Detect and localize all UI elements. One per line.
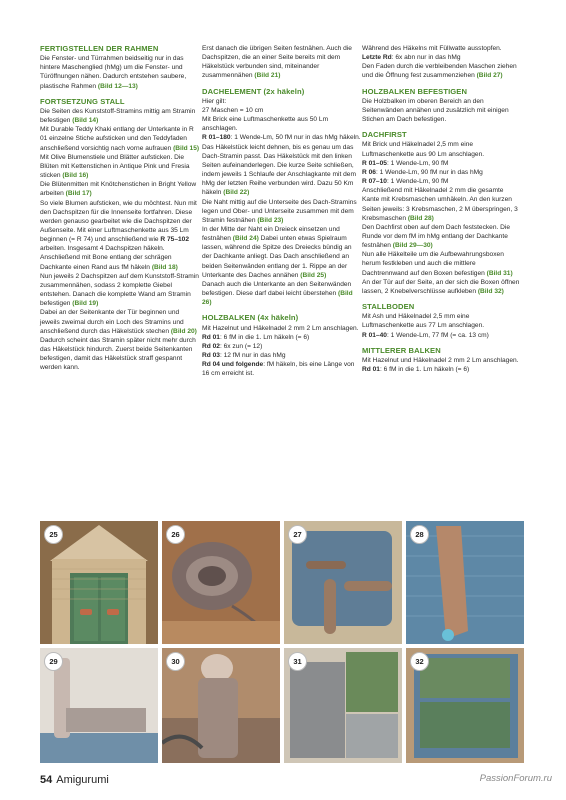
page-footer xyxy=(40,774,109,786)
paragraph: Die Holzbalken im oberen Bereich an den Seitenwänden annähen und zusätzlich mit einigen Stichen am Dach befestigen. xyxy=(362,97,509,124)
paragraph: Dadurch scheint das Stramin später nicht mehr durch das Häkelstück hindurch. Zuerst beide Seitenkanten befestigen, damit das Häkelstück straff gespannt werden kann. xyxy=(40,336,196,372)
photo-number: 31 xyxy=(288,652,307,671)
row-instruction: R 01–05: 1 Wende-Lm, 90 fM xyxy=(362,159,449,167)
paragraph: Mit Hazelnut und Häkelnadel 2 mm 2 Lm anschlagen. xyxy=(362,356,519,364)
photo-number: 28 xyxy=(410,525,429,544)
paragraph: Mit Hazelnut und Häkelnadel 2 mm 2 Lm anschlagen. xyxy=(202,324,359,332)
column-3 xyxy=(362,44,522,374)
paragraph: In der Mitte der Naht ein Dreieck einsetzen und festnähen (Bild 24) Dabei unten etwas Spielraum lassen, während die Spitze des Dreiecks bündig an der Dachkante anliegt. Das Dach anschließend an beiden Seitenwänden entlang der 1. Rippe an der Unterkante des Daches annähen (Bild 25) xyxy=(202,225,352,279)
paragraph: Den Dachfirst oben auf dem Dach feststecken. Die Runde vor dem fM im hMg entlang der Dachkante festnähen (Bild 29—30) xyxy=(362,223,511,250)
paragraph: Während des Häkelns mit Füllwatte ausstopfen. xyxy=(362,45,502,52)
paragraph: 27 Maschen = 10 cm xyxy=(202,106,264,114)
paragraph: Dabei an der Seitenkante der Tür beginnen und jeweils zweimal durch ein Loch des Stramins und anschließend durch das Häkelstück stechen (Bild 20) xyxy=(40,309,197,335)
watermark: PassionForum.ru xyxy=(479,773,552,784)
paragraph: Hier gilt: xyxy=(202,97,227,105)
column-2 xyxy=(202,44,362,378)
paragraph: Mit Brick und Häkelnadel 2,5 mm eine Luftmaschenkette aus 90 Lm anschlagen. xyxy=(362,141,485,158)
heading-dachfirst: DACHFIRST xyxy=(362,130,407,140)
heading-fortsetzung-stall: FORTSETZUNG STALL xyxy=(40,96,125,106)
paragraph: Die Seiten des Kunststoff-Stramins mittig am Stramin befestigen (Bild 14) xyxy=(40,107,196,125)
photo-number: 32 xyxy=(410,652,429,671)
row-instruction: R 01–180: 1 Wende-Lm, 50 fM nur in das hMg häkeln. xyxy=(202,134,361,142)
paragraph: Den Faden durch die verbleibenden Maschen ziehen und die Öffnung fest zusammenziehen (Bild 27) xyxy=(362,63,517,80)
row-instruction: R 06: 1 Wende-Lm, 90 fM nur in das hMg xyxy=(362,168,483,176)
heading-mittlerer-balken: MITTLERER BALKEN xyxy=(362,345,441,355)
row-instruction: Rd 03: 12 fM nur in das hMg xyxy=(202,352,286,359)
paragraph: So viele Blumen aufsticken, wie du möchtest. Nun mit den Dachspitzen für die Innenseite fortfahren. Diese werden genauso gearbeitet wie die Dachspitzen der Außenseite. Mit einer Luftmaschenkette aus 35 Lm beginnen (= R 74) und anschließend wie R 75–102 arbeiten. Insgesamt 4 Dachspitzen häkeln. Anschließend mit Bone entlang der schrägen Dachkante einen Rand aus fM häkeln (Bild 18) xyxy=(40,199,197,271)
photo-number: 30 xyxy=(166,652,185,671)
photo-number: 25 xyxy=(44,525,63,544)
paragraph: Die Blütenmitten mit Knötchenstichen in Bright Yellow arbeiten (Bild 17) xyxy=(40,181,197,198)
row-instruction: R 01–40: 1 Wende-Lm, 77 fM (= ca. 13 cm) xyxy=(362,331,489,339)
paragraph: An der Tür auf der Seite, an der sich die Boxen öffnen lassen, 2 Knebelverschlüsse aufkleben (Bild 32) xyxy=(362,278,520,295)
paragraph: Nun alle Häkelteile um die Aufbewahrungsboxen herum festkleben und auch die mittlere Dachtrennwand auf den Boxen befestigen (Bild 31) xyxy=(362,251,513,277)
paragraph: Mit Durable Teddy Khaki entlang der Unterkante in R 01 einzelne Stiche aufsticken und den Teddyfaden anschließend vorsichtig nach vorne aufrauen (Bild 15) xyxy=(40,126,200,152)
heading-fertigstellen: FERTIGSTELLEN DER RAHMEN xyxy=(40,44,159,53)
row-instruction: Rd 02: 6x zun (= 12) xyxy=(202,342,263,350)
heading-holzbalken-befestigen: HOLZBALKEN BEFESTIGEN xyxy=(362,86,468,96)
paragraph: Mit Ash und Häkelnadel 2,5 mm eine Luftmaschenkette aus 77 Lm anschlagen. xyxy=(362,313,485,330)
row-instruction: R 07–10: 1 Wende-Lm, 90 fM xyxy=(362,178,449,186)
page-number: 54 xyxy=(40,774,53,786)
photo-number: 29 xyxy=(44,652,63,671)
photo-29 xyxy=(40,648,158,763)
paragraph: Erst danach die übrigen Seiten festnähen. Auch die Dachspitzen, die an einer Seite bereits mit dem Häkelstück verbunden sind, miteinander zusammennähen (Bild 21) xyxy=(202,45,352,80)
heading-holzbalken: HOLZBALKEN (4x häkeln) xyxy=(202,313,299,323)
paragraph: Das Häkelstück leicht dehnen, bis es genau um das Dach-Stramin passt. Das Häkelstück mit den linken Seiten aufeinanderlegen. Die kurze Seite schließen, indem jeweils 1 Schlaufe der Anschlagkante mit dem hMg der letzten Reihe verbunden wird. Dazu 50 Km häkeln (Bild 22) xyxy=(202,143,356,197)
heading-stallboden: STALLBODEN xyxy=(362,302,415,312)
row-instruction: Rd 04 und folgende: fM häkeln, bis eine Länge von 16 cm erreicht ist. xyxy=(202,361,355,378)
photo-31 xyxy=(284,648,402,763)
column-1 xyxy=(40,44,200,372)
photo-number: 26 xyxy=(166,525,185,544)
row-instruction: Rd 01: 6 fM in die 1. Lm häkeln (= 6) xyxy=(202,333,310,341)
paragraph: Mit Olive Blumenstiele und Blätter aufsticken. Die Blüten mit Kettenstichen in Antique Pink und Fresia sticken (Bild 16) xyxy=(40,153,190,180)
paragraph: Danach auch die Unterkante an den Seitenwänden befestigen. Diese darf dabei leicht überstehen (Bild 26) xyxy=(202,280,353,307)
photo-28 xyxy=(406,521,524,644)
paragraph: Mit Brick eine Luftmaschenkette aus 50 Lm anschlagen. xyxy=(202,116,329,133)
paragraph: Anschließend mit Häkelnadel 2 mm die gesamte Kante mit Krebsmaschen umhäkeln. An den kurzen Seiten jeweils: 3 Krebsmaschen, 2 M überspringen, 3 Krebsmaschen (Bild 28) xyxy=(362,187,518,222)
paragraph: Nun jeweils 2 Dachspitzen auf dem Kunststoff-Stramin zusammennähen, sodass 2 komplette Giebel entstehen. Danach die komplette Wand am Stramin befestigen (Bild 19) xyxy=(40,272,199,308)
photo-26 xyxy=(162,521,280,644)
photo-25 xyxy=(40,521,158,644)
photo-30 xyxy=(162,648,280,763)
row-instruction: Letzte Rd: 6x abn nur in das hMg xyxy=(362,54,461,62)
paragraph: Die Fenster- und Türrahmen beidseitig nur in das hintere Maschenglied (hMg) um die Fenster- und Türöffnungen nähen. Dadurch entstehen saubere, plastische Rahmen (Bild 12—13) xyxy=(40,55,187,90)
photo-number: 27 xyxy=(288,525,307,544)
paragraph: Die Naht mittig auf die Unterseite des Dach-Stramins legen und Ober- und Unterseite zusammen mit dem Stramin festnähen (Bild 23) xyxy=(202,198,357,224)
photo-32 xyxy=(406,648,524,763)
photo-27 xyxy=(284,521,402,644)
heading-dachelement: DACHELEMENT (2x häkeln) xyxy=(202,86,305,96)
row-instruction: Rd 01: 6 fM in die 1. Lm häkeln (= 6) xyxy=(362,366,470,373)
magazine-name: Amigurumi xyxy=(56,774,109,786)
